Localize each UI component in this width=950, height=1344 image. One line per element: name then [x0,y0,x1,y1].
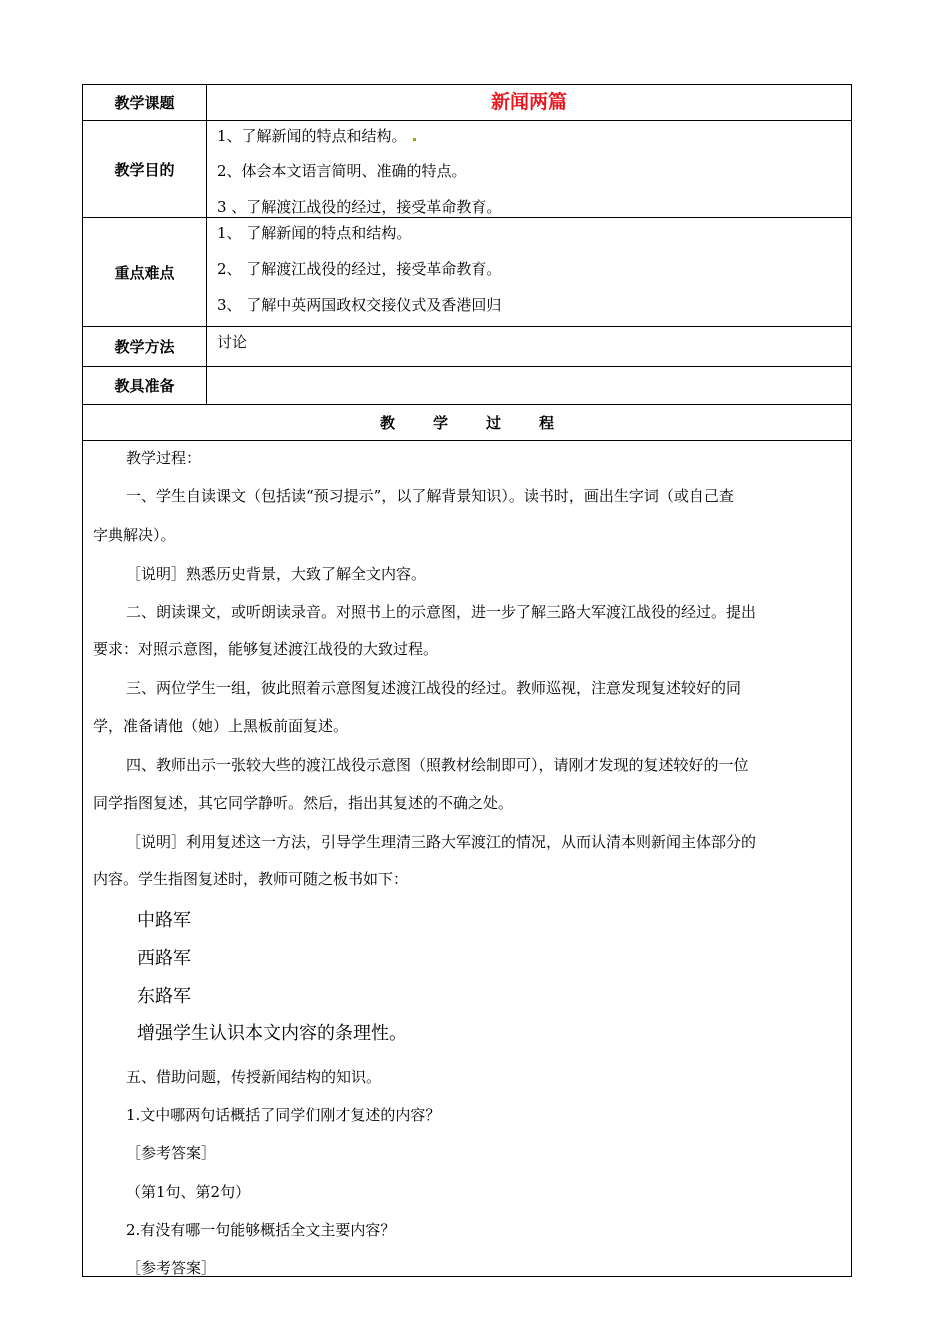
process-heading: 教学过程 [379,414,592,432]
process-paragraph: 要求：对照示意图，能够复述渡江战役的大致过程。 [93,640,439,658]
objective-item: 3 、了解渡江战役的经过，接受革命教育。 [217,198,502,216]
process-paragraph: 三、两位学生一组，彼此照着示意图复述渡江战役的经过。教师巡视，注意发现复述较好的同 [126,679,742,697]
objectives-label: 教学目的 [83,121,207,217]
method-value: 讨论 [217,333,248,351]
lesson-title: 新闻两篇 [490,91,567,113]
process-paragraph: 四、教师出示一张较大些的渡江战役示意图（照教材绘制即可），请刚才发现的复述较好的一位 [126,756,749,774]
key-point-item: 2、 了解渡江战役的经过，接受革命教育。 [217,260,502,278]
process-paragraph: 2.有没有哪一句能够概括全文主要内容？ [126,1221,396,1239]
process-paragraph: ［参考答案］ [126,1144,217,1162]
method-label: 教学方法 [83,327,207,366]
process-heading-row [83,405,851,441]
key-points-cell [207,218,851,326]
process-paragraph: 学，准备请他（她）上黑板前面复述。 [93,717,349,735]
process-paragraph: ［说明］熟悉历史背景，大致了解全文内容。 [126,565,427,583]
key-point-item: 1、 了解新闻的特点和结构。 [217,224,412,242]
method-row [83,327,851,367]
topic-row [83,85,851,121]
process-paragraph: 五、借助问题，传授新闻结构的知识。 [126,1068,382,1086]
materials-cell [207,367,851,404]
objective-item: 1、了解新闻的特点和结构。 [217,125,416,146]
board-note: 中路军 [137,910,191,931]
process-paragraph: 字典解决）。 [93,526,176,544]
key-points-label: 重点难点 [83,218,207,326]
key-points-row [83,218,851,327]
method-cell [207,327,851,366]
process-paragraph: 同学指图复述，其它同学静听。然后，指出其复述的不确之处。 [93,794,514,812]
topic-label: 教学课题 [83,85,207,120]
process-paragraph: ［说明］利用复述这一方法，引导学生理清三路大军渡江的情况，从而认清本则新闻主体部分的 [126,833,757,851]
process-paragraph: 二、朗读课文，或听朗读录音。对照书上的示意图，进一步了解三路大军渡江战役的经过。提出 [126,603,757,621]
board-note: 西路军 [137,948,191,969]
key-point-item: 3、 了解中英两国政权交接仪式及香港回归 [217,296,502,314]
topic-cell [207,85,851,120]
process-content [83,441,851,1276]
objectives-row [83,121,851,218]
mark-dot [413,138,416,141]
process-paragraph: 1.文中哪两句话概括了同学们刚才复述的内容？ [126,1106,441,1124]
board-note: 东路军 [137,986,191,1007]
materials-row [83,367,851,405]
lesson-plan-table [82,84,852,1277]
process-paragraph: 教学过程： [126,449,202,467]
process-paragraph: 内容。学生指图复述时，教师可随之板书如下： [93,870,409,888]
board-note: 增强学生认识本文内容的条理性。 [137,1023,407,1044]
process-paragraph: （第1句、第2句） [126,1183,251,1201]
objective-item: 2、体会本文语言简明、准确的特点。 [217,162,467,180]
process-paragraph: 一、学生自读课文（包括读“预习提示”，以了解背景知识）。读书时，画出生字词（或自己查 [126,487,734,505]
objectives-cell [207,121,851,217]
process-paragraph: ［参考答案］ [126,1259,217,1277]
materials-label: 教具准备 [83,367,207,404]
